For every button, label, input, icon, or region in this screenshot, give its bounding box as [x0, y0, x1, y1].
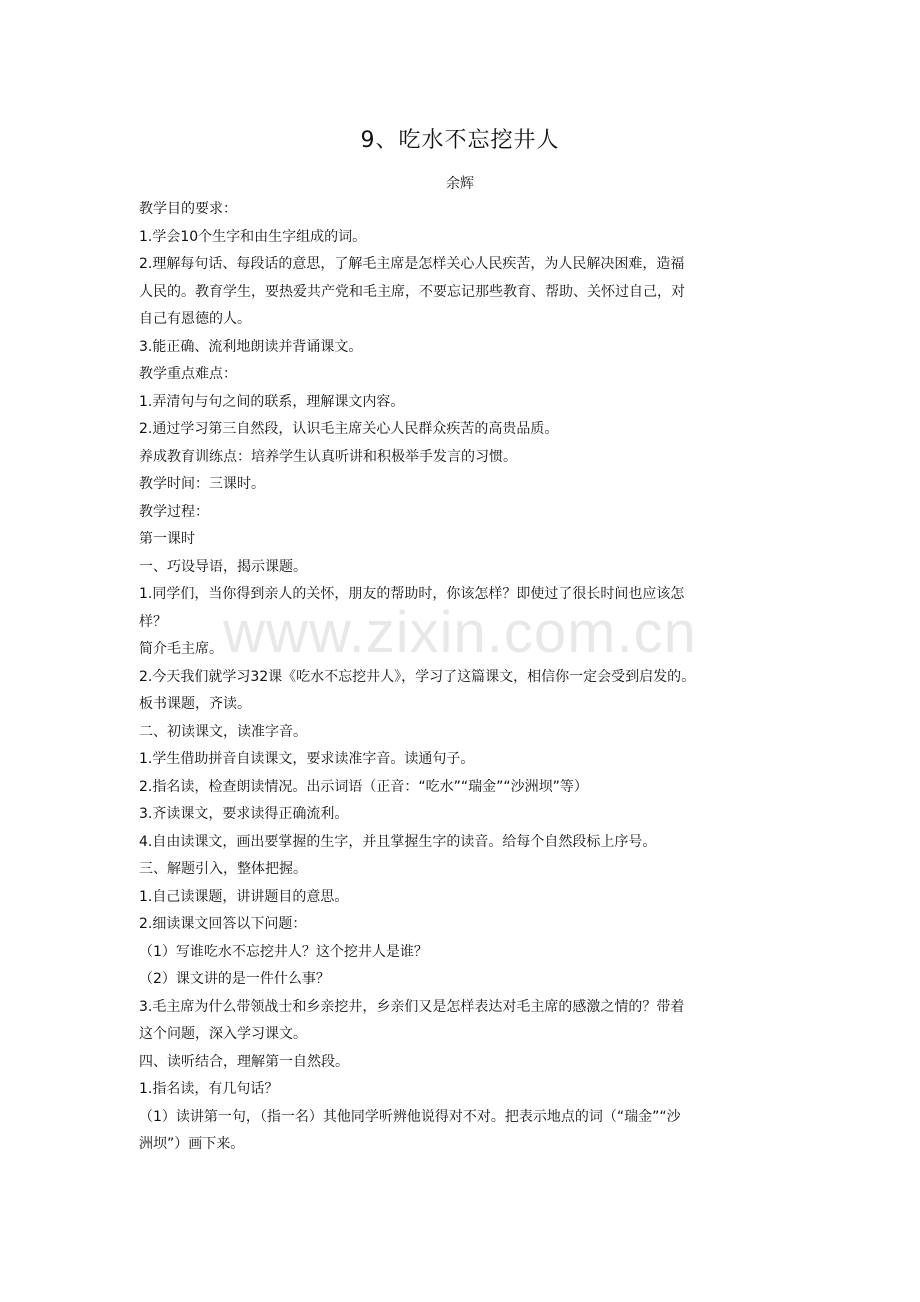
text-line: 2.通过学习第三自然段，认识毛主席关心人民群众疾苦的高贵品质。	[139, 421, 559, 437]
text-line: 简介毛主席。	[139, 641, 223, 657]
text-line: （2）课文讲的是一件什么事？	[139, 971, 330, 987]
text-line: 洲坝”）画下来。	[139, 1136, 245, 1152]
text-line: 教学过程：	[139, 503, 209, 520]
text-line: 2.今天我们就学习32课《吃水不忘挖井人》，学习了这篇课文，相信你一定会受到启发的。	[139, 668, 696, 685]
text-line: 1.弄清句与句之间的联系，理解课文内容。	[139, 393, 405, 410]
text-line: 2.指名读，检查朗读情况。出示词语（正音：“吃水”“瑞金”“沙洲坝”等）	[139, 778, 588, 795]
text-line: 4.自由读课文，画出要掌握的生字，并且掌握生字的读音。给每个自然段标上序号。	[139, 833, 657, 850]
text-line: 样？	[139, 613, 167, 630]
text-line: 教学时间：三课时。	[139, 476, 265, 492]
text-line: 自己有恩德的人。	[139, 311, 251, 327]
text-line: 三、解题引入，整体把握。	[139, 861, 307, 877]
text-line: 板书课题，齐读。	[139, 696, 251, 712]
text-line: 人民的。教育学生，要热爱共产党和毛主席，不要忘记那些教育、帮助、关怀过自己，对	[139, 283, 685, 300]
text-line: 3.齐读课文，要求读得正确流利。	[139, 806, 349, 822]
text-line: 第一课时	[139, 531, 195, 547]
text-line: 3.能正确、流利地朗读并背诵课文。	[139, 338, 363, 355]
document-body	[139, 196, 799, 1159]
text-line: （1）读讲第一句，（指一名）其他同学听辨他说得对不对。把表示地点的词（“瑞金”“沙	[139, 1108, 681, 1125]
text-line: 教学目的要求：	[139, 201, 237, 217]
text-line: 1.学生借助拼音自读课文，要求读准字音。读通句子。	[139, 751, 475, 767]
text-line: （1）写谁吃水不忘挖井人？这个挖井人是谁？	[139, 943, 428, 960]
text-line: 1.指名读，有几句话？	[139, 1081, 279, 1097]
text-line: 3.毛主席为什么带领战士和乡亲挖井，乡亲们又是怎样表达对毛主席的感激之情的？带着	[139, 998, 685, 1015]
watermark: www.zixin.com.cn	[223, 600, 697, 665]
text-line: 二、初读课文，读准字音。	[139, 723, 307, 740]
text-line: 一、巧设导语，揭示课题。	[139, 558, 307, 575]
text-line: 1.学会10个生字和由生字组成的词。	[139, 228, 367, 245]
document-title: 9、吃水不忘挖井人	[360, 128, 560, 153]
text-line: 养成教育训练点：培养学生认真听讲和积极举手发言的习惯。	[139, 448, 517, 465]
text-line: 四、读听结合，理解第一自然段。	[139, 1053, 349, 1070]
text-line: 教学重点难点：	[139, 366, 237, 382]
text-line: 1.同学们，当你得到亲人的关怀，朋友的帮助时，你该怎样？即使过了很长时间也应该怎	[139, 586, 685, 602]
document-author: 余辉	[446, 176, 474, 192]
text-line: 这个问题，深入学习课文。	[139, 1026, 307, 1042]
text-line: 2.细读课文回答以下问题：	[139, 916, 307, 932]
text-line: 2.理解每句话、每段话的意思，了解毛主席是怎样关心人民疾苦，为人民解决困难，造福	[139, 256, 685, 272]
text-line: 1.自己读课题，讲讲题目的意思。	[139, 888, 349, 905]
